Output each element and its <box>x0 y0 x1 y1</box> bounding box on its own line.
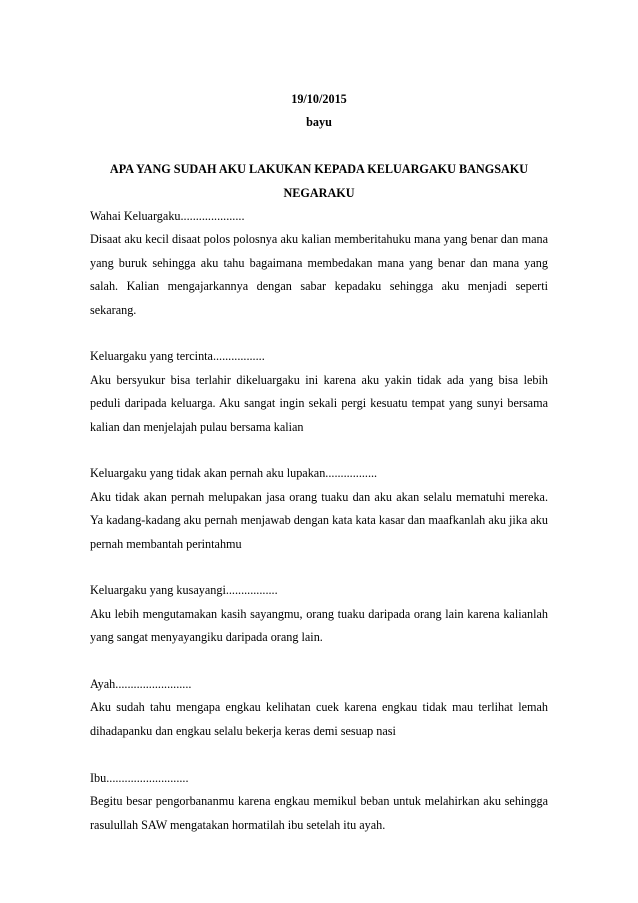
spacer <box>90 743 548 766</box>
section-body: Aku lebih mengutamakan kasih sayangmu, orang tuaku daripada orang lain karena kalianlah yang sangat menyayangiku daripada orang lain. <box>90 606 548 645</box>
document-title-line2: NEGARAKU <box>283 185 355 200</box>
spacer <box>90 322 548 345</box>
spacer <box>90 439 548 462</box>
section-body: Begitu besar pengorbananmu karena engkau memikul beban untuk melahirkan aku sehingga rasulullah SAW mengatakan hormatilah ibu setelah itu ayah. <box>90 794 548 832</box>
section-heading: Ibu........................... <box>90 770 189 785</box>
document-title <box>90 158 548 205</box>
section-heading: Keluargaku yang tidak akan pernah aku lupakan................. <box>90 466 378 481</box>
section-heading: Ayah......................... <box>90 677 192 692</box>
section-body: Disaat aku kecil disaat polos polosnya aku kalian memberitahuku mana yang benar dan mana yang buruk sehingga aku tahu bagaimana membedakan mana yang benar dan mana yang salah. Kalian mengajarkannya dengan sabar kepadaku sehingga aku menjadi seperti sekarang. <box>90 232 548 317</box>
document-page <box>90 88 548 837</box>
section-body: Aku sudah tahu mengapa engkau kelihatan cuek karena engkau tidak mau terlihat lemah dihadapanku dan engkau selalu bekerja keras demi sesuap nasi <box>90 700 548 738</box>
section-heading: Keluargaku yang kusayangi................. <box>90 583 278 598</box>
spacer <box>90 650 548 673</box>
section-heading: Wahai Keluargaku..................... <box>90 209 245 224</box>
document-author: bayu <box>306 115 332 130</box>
spacer <box>90 135 548 158</box>
section-heading: Keluargaku yang tercinta................. <box>90 349 265 364</box>
spacer <box>90 556 548 579</box>
section-body: Aku bersyukur bisa terlahir dikeluargaku ini karena aku yakin tidak ada yang bisa lebih peduli daripada keluarga. Aku sangat ingin sekali pergi kesuatu tempat yang sunyi bersama kalian dan menjelajah pulau bersama kalian <box>90 372 548 434</box>
document-title-line1: APA YANG SUDAH AKU LAKUKAN KEPADA KELUARGAKU BANGSAKU <box>109 162 529 177</box>
document-date: 19/10/2015 <box>291 92 347 106</box>
section-body: Aku tidak akan pernah melupakan jasa orang tuaku dan aku akan selalu mematuhi mereka. Ya kadang-kadang aku pernah menjawab dengan kata kata kasar dan maafkanlah aku jika aku pernah membantah perintahmu <box>90 489 548 551</box>
